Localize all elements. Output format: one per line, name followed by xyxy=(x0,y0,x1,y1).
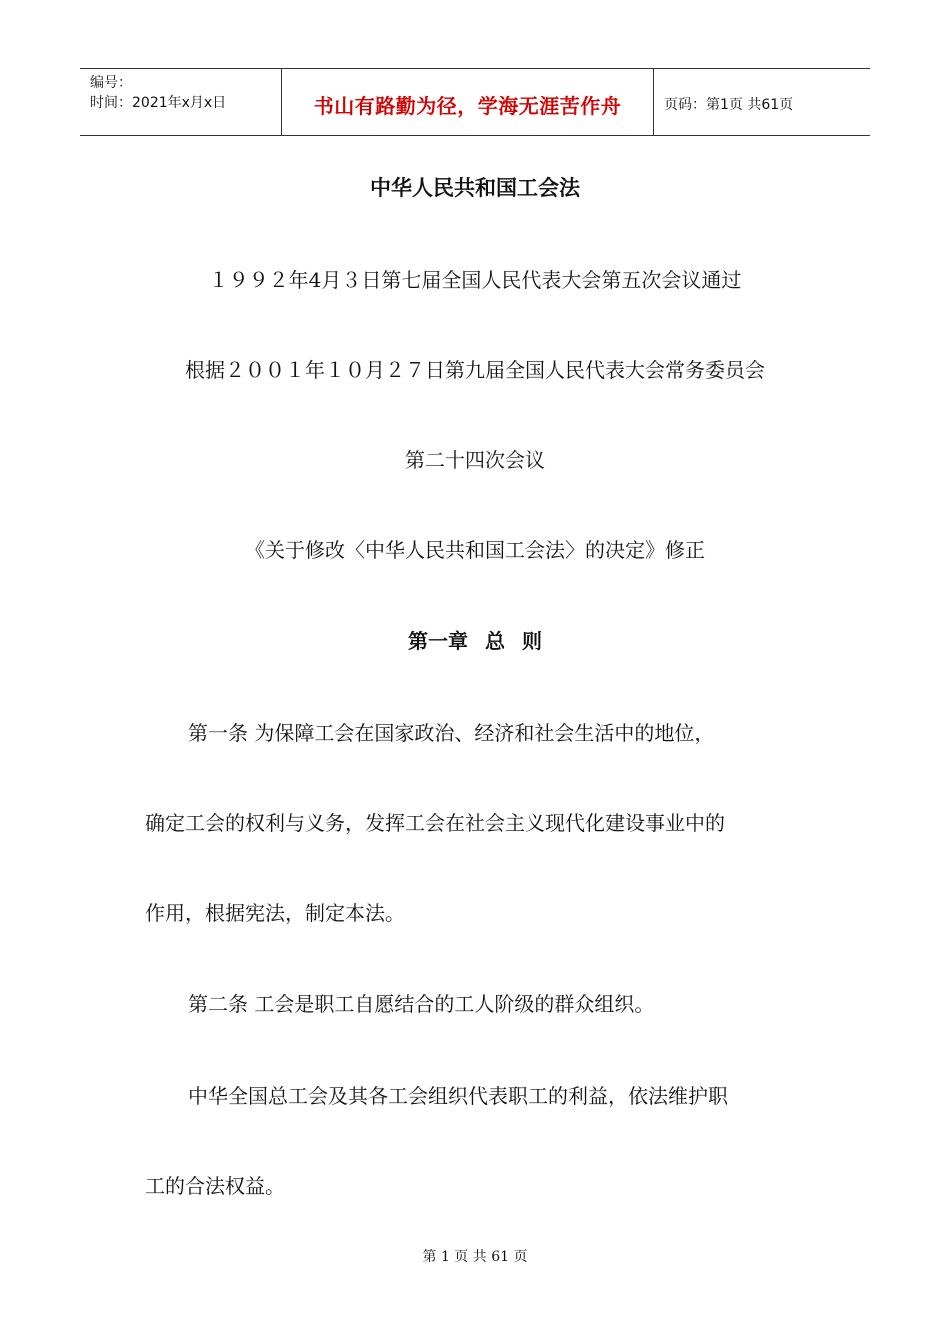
adoption-line: １９９２年4月３日第七届全国人民代表大会第五次会议通过 xyxy=(208,268,742,292)
header-page-info: 页码：第1页 共61页 xyxy=(664,97,794,113)
paragraph-line: 第二条 工会是职工自愿结合的工人阶级的群众组织。 xyxy=(188,992,655,1016)
number-label: 编号： xyxy=(90,75,132,91)
header-motto-cell xyxy=(282,69,654,135)
page-header xyxy=(80,68,870,136)
paragraph-line: 作用，根据宪法，制定本法。 xyxy=(145,901,405,925)
header-meta-cell xyxy=(80,69,282,135)
chapter-heading: 第一章 总 则 xyxy=(408,629,542,653)
document-title: 中华人民共和国工会法 xyxy=(370,176,580,200)
date-label: 时间：2021年x月x日 xyxy=(90,95,227,111)
amendment-line-2: 第二十四次会议 xyxy=(405,448,545,472)
amendment-line-3: 《关于修改〈中华人民共和国工会法〉的决定》修正 xyxy=(245,538,705,562)
page-footer: 第 1 页 共 61 页 xyxy=(422,1249,528,1265)
amendment-line-1: 根据２００１年１０月２７日第九届全国人民代表大会常务委员会 xyxy=(185,358,765,382)
paragraph-line: 中华全国总工会及其各工会组织代表职工的利益，依法维护职 xyxy=(188,1084,728,1108)
paragraph-line: 确定工会的权利与义务，发挥工会在社会主义现代化建设事业中的 xyxy=(145,811,725,835)
header-page-cell xyxy=(654,69,870,135)
paragraph-line: 第一条 为保障工会在国家政治、经济和社会生活中的地位， xyxy=(188,721,715,745)
paragraph-line: 工的合法权益。 xyxy=(145,1174,285,1198)
motto-text: 书山有路勤为径，学海无涯苦作舟 xyxy=(313,93,622,118)
